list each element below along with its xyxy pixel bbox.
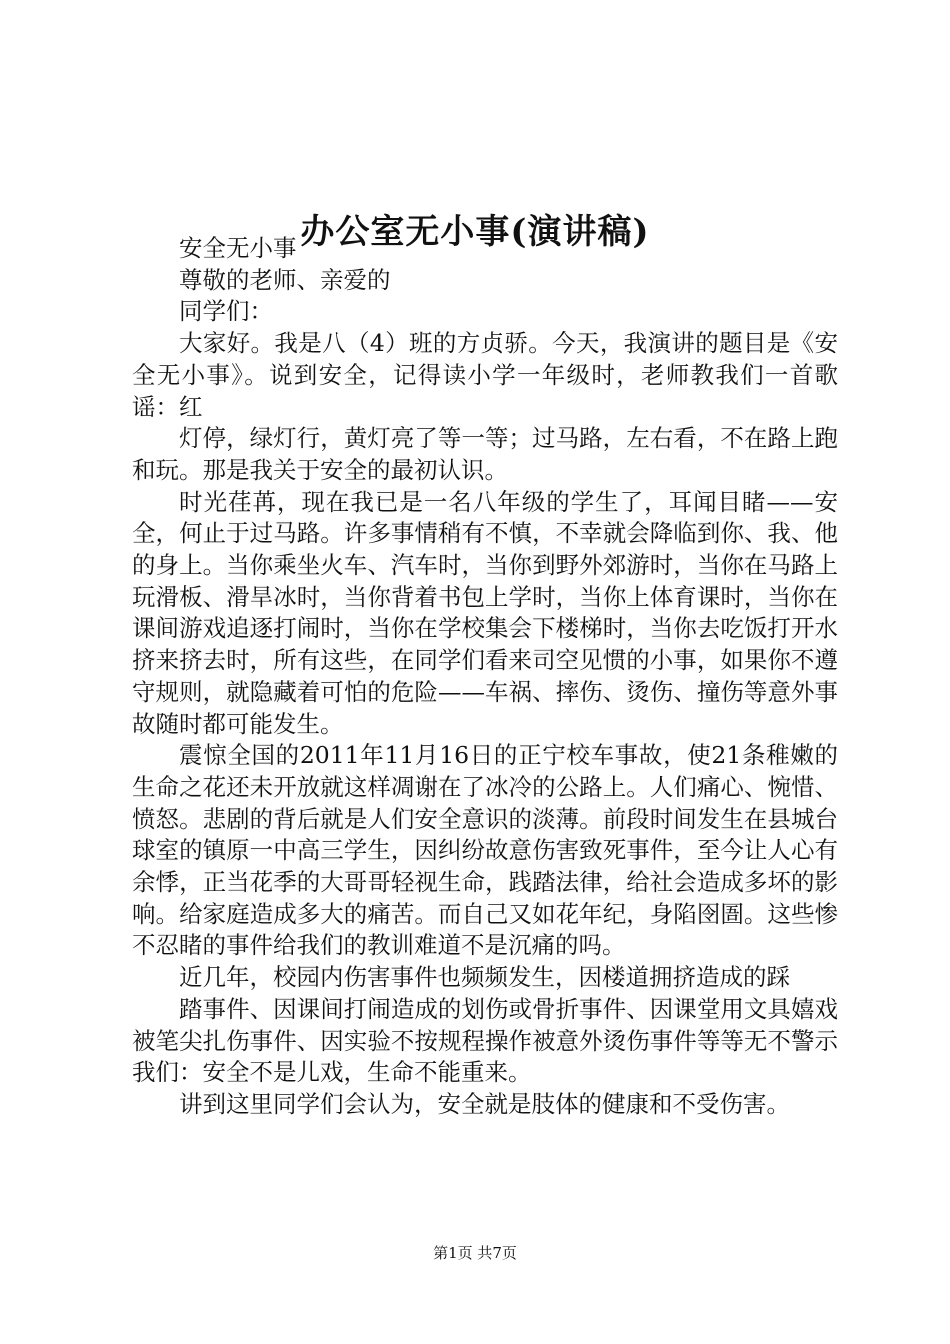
- paragraph: 同学们：: [179, 297, 273, 326]
- paragraph: 讲到这里同学们会认为，安全就是肢体的健康和不受伤害。: [179, 1089, 790, 1118]
- page-footer: 第1页 共7页: [433, 1244, 517, 1262]
- paragraph: 震惊全国的2011年11月16日的正宁校车事故，使21条稚嫩的生命之花还未开放就这样凋谢在了冰冷的公路上。人们痛心、惋惜、愤怒。悲剧的背后就是人们安全意识的淡薄。前段时间发生在县城台球室的镇原一中高三学生，因纠纷故意伤害致死事件，至今让人心有余悸，正当花季的大哥哥轻视生命，践踏法律，给社会造成多坏的影响。给家庭造成多大的痛苦。而自己又如花年纪，身陷囹圄。这些惨不忍睹的事件给我们的教训难道不是沉痛的吗。: [132, 741, 838, 960]
- document-body: [132, 233, 838, 1121]
- paragraph: 踏事件、因课间打闹造成的划伤或骨折事件、因课堂用文具嬉戏被笔尖扎伤事件、因实验不按规程操作被意外烫伤事件等等无不警示我们：安全不是儿戏，生命不能重来。: [132, 994, 838, 1087]
- paragraph: 时光荏苒，现在我已是一名八年级的学生了，耳闻目睹——安全，何止于过马路。许多事情稍有不慎，不幸就会降临到你、我、他的身上。当你乘坐火车、汽车时，当你到野外郊游时，当你在马路上玩滑板、滑旱冰时，当你背着书包上学时，当你上体育课时，当你在课间游戏追逐打闹时，当你在学校集会下楼梯时，当你去吃饭打开水挤来挤去时，所有这些，在同学们看来司空见惯的小事，如果你不遵守规则，就隐藏着可怕的危险——车祸、摔伤、烫伤、撞伤等意外事故随时都可能发生。: [132, 487, 838, 738]
- paragraph: 尊敬的老师、亲爱的: [179, 265, 391, 294]
- paragraph: 灯停，绿灯行，黄灯亮了等一等；过马路，左右看，不在路上跑和玩。那是我关于安全的最初认识。: [132, 424, 838, 484]
- document-title: 办公室无小事(演讲稿): [300, 211, 650, 252]
- paragraph: 近几年，校园内伤害事件也频频发生，因楼道拥挤造成的踩: [179, 963, 790, 992]
- paragraph: 大家好。我是八（4）班的方贞骄。今天，我演讲的题目是《安全无小事》。说到安全，记得读小学一年级时，老师教我们一首歌谣：红: [132, 329, 838, 421]
- paragraph: 安全无小事: [179, 234, 297, 262]
